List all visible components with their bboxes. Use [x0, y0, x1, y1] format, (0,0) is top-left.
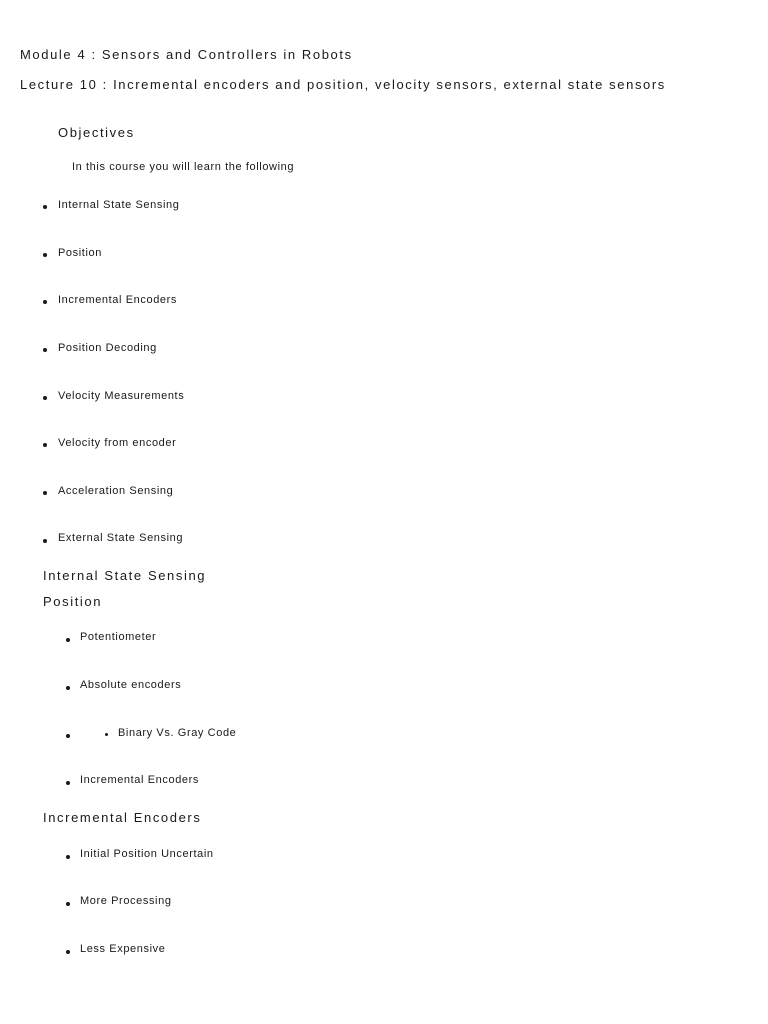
- list-item: Less Expensive: [80, 943, 166, 955]
- bullet-icon: [43, 253, 47, 257]
- list-item: Initial Position Uncertain: [80, 848, 214, 860]
- internal-state-heading: Internal State Sensing: [43, 568, 207, 583]
- bullet-icon: [43, 396, 47, 400]
- bullet-icon: [66, 950, 70, 954]
- list-item: Acceleration Sensing: [58, 485, 174, 497]
- bullet-icon: [66, 734, 70, 738]
- bullet-icon: [43, 348, 47, 352]
- list-item: Position: [58, 247, 102, 259]
- list-item: Potentiometer: [80, 631, 157, 643]
- bullet-icon: [43, 300, 47, 304]
- list-item: Absolute encoders: [80, 679, 182, 691]
- list-item: More Processing: [80, 895, 172, 907]
- objectives-intro: In this course you will learn the following: [72, 161, 295, 173]
- bullet-icon: [43, 539, 47, 543]
- list-item: Velocity Measurements: [58, 390, 185, 402]
- list-item: Position Decoding: [58, 342, 157, 354]
- objectives-heading: Objectives: [58, 125, 135, 140]
- lecture-title: Lecture 10 : Incremental encoders and position, velocity sensors, external state sensors: [20, 77, 666, 92]
- bullet-icon: [66, 638, 70, 642]
- bullet-icon: [66, 781, 70, 785]
- list-item: Velocity from encoder: [58, 437, 177, 449]
- list-item: External State Sensing: [58, 532, 184, 544]
- module-title: Module 4 : Sensors and Controllers in Robots: [20, 47, 353, 62]
- bullet-icon: [66, 902, 70, 906]
- bullet-icon: [43, 443, 47, 447]
- bullet-icon: [43, 491, 47, 495]
- list-item: Incremental Encoders: [80, 774, 199, 786]
- list-item: Incremental Encoders: [58, 294, 177, 306]
- list-item: Internal State Sensing: [58, 199, 180, 211]
- bullet-icon: [66, 855, 70, 859]
- bullet-icon: [43, 205, 47, 209]
- list-sub-item: Binary Vs. Gray Code: [118, 727, 237, 739]
- incremental-encoders-heading: Incremental Encoders: [43, 810, 202, 825]
- position-heading: Position: [43, 594, 103, 609]
- sub-bullet-icon: [105, 733, 108, 736]
- bullet-icon: [66, 686, 70, 690]
